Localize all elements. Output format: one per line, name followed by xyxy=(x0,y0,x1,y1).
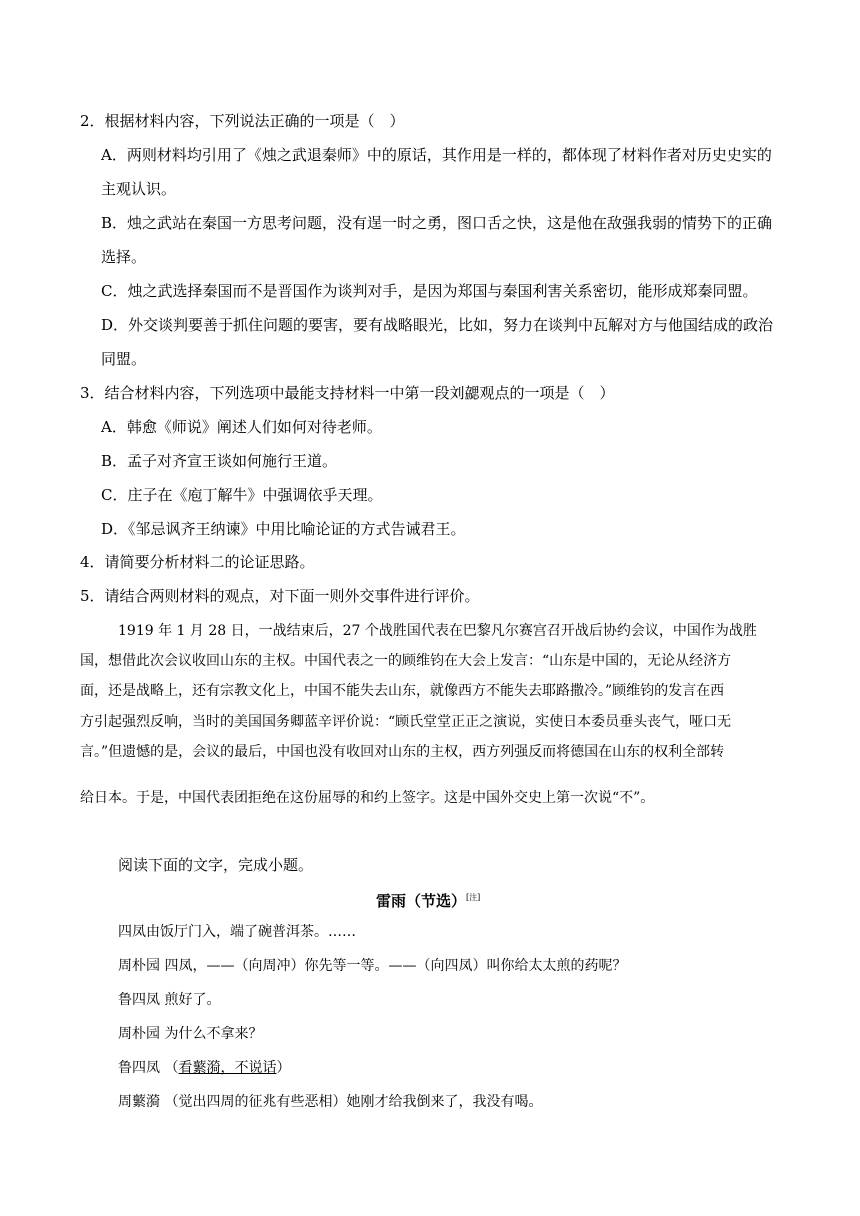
q3-option-b: B．孟子对齐宣王谈如何施行王道。 xyxy=(101,452,338,470)
q5-passage-line: 给日本。于是，中国代表团拒绝在这份屈辱的和约上签字。这是中国外交史上第一次说“不”。 xyxy=(80,790,655,806)
q2-option-a-cont: 主观认识。 xyxy=(101,180,177,198)
q2-stem: 2．根据材料内容，下列说法正确的一项是（ ） xyxy=(80,112,405,130)
q5-passage-line: 面，还是战略上，还有宗教文化上，中国不能失去山东，就像西方不能失去耶路撒冷。”顾维钧的发言在西 xyxy=(80,683,725,699)
script-line: 周蘩漪 （觉出四周的征兆有些恶相）她刚才给我倒来了，我没有喝。 xyxy=(118,1094,543,1110)
reading-title-text: 雷雨（节选） xyxy=(376,892,467,910)
q5-passage-line: 国，想借此次会议收回山东的主权。中国代表之一的顾维钧在大会上发言：“山东是中国的，无论从经济方 xyxy=(80,653,732,669)
q2-option-d-cont: 同盟。 xyxy=(101,350,147,368)
q5-stem: 5．请结合两则材料的观点，对下面一则外交事件进行评价。 xyxy=(80,587,480,605)
q3-option-c: C．庄子在《庖丁解牛》中强调依乎天理。 xyxy=(101,486,383,504)
script-line: 周朴园 为什么不拿来？ xyxy=(118,1026,263,1042)
q2-option-b: B．烛之武站在秦国一方思考问题，没有逞一时之勇，图口舌之快，这是他在敌强我弱的情势下的正确 xyxy=(101,214,773,232)
q2-option-b-cont: 选择。 xyxy=(101,248,147,266)
script-speaker: 鲁四凤 （ xyxy=(118,1060,179,1076)
footnote-marker: [注] xyxy=(466,893,481,902)
script-line: 鲁四凤 煎好了。 xyxy=(118,992,221,1008)
q3-stem: 3．结合材料内容，下列选项中最能支持材料一中第一段刘勰观点的一项是（ ） xyxy=(80,384,615,402)
script-paren-close: ） xyxy=(276,1060,291,1076)
q3-option-a: A．韩愈《师说》阐述人们如何对待老师。 xyxy=(101,418,382,436)
script-line: 周朴园 四凤，——（向周冲）你先等一等。——（向四凤）叫你给太太煎的药呢？ xyxy=(118,958,627,974)
reading-intro: 阅读下面的文字，完成小题。 xyxy=(118,856,314,874)
q5-passage-line: 1919 年 1 月 28 日，一战结束后，27 个战胜国代表在巴黎凡尔赛宫召开战后协约会议，中国作为战胜 xyxy=(118,623,757,639)
q5-passage-line: 言。”但遗憾的是，会议的最后，中国也没有收回对山东的主权，西方列强反而将德国在山东的权利全部转 xyxy=(80,744,725,760)
underlined-stage-direction: 看蘩漪，不说话 xyxy=(178,1060,277,1076)
q3-option-d: D．《邹忌讽齐王纳谏》中用比喻论证的方式告诫君王。 xyxy=(101,520,466,538)
script-line: 四凤由饭厅门入，端了碗普洱茶。…… xyxy=(118,924,356,940)
q2-option-d: D．外交谈判要善于抓住问题的要害，要有战略眼光，比如，努力在谈判中瓦解对方与他国结成的政治 xyxy=(101,316,774,334)
script-line xyxy=(118,1058,290,1078)
reading-title xyxy=(376,888,480,911)
q2-option-c: C．烛之武选择秦国而不是晋国作为谈判对手，是因为郑国与秦国利害关系密切，能形成郑秦同盟。 xyxy=(101,282,758,300)
q4-stem: 4．请简要分析材料二的论证思路。 xyxy=(80,553,315,571)
q2-option-a: A．两则材料均引用了《烛之武退秦师》中的原话，其作用是一样的，都体现了材料作者对历史史实的 xyxy=(101,146,772,164)
q5-passage-line: 方引起强烈反响，当时的美国国务卿蓝辛评价说：“顾氏堂堂正正之演说，实使日本委员垂头丧气，哑口无 xyxy=(80,714,732,730)
